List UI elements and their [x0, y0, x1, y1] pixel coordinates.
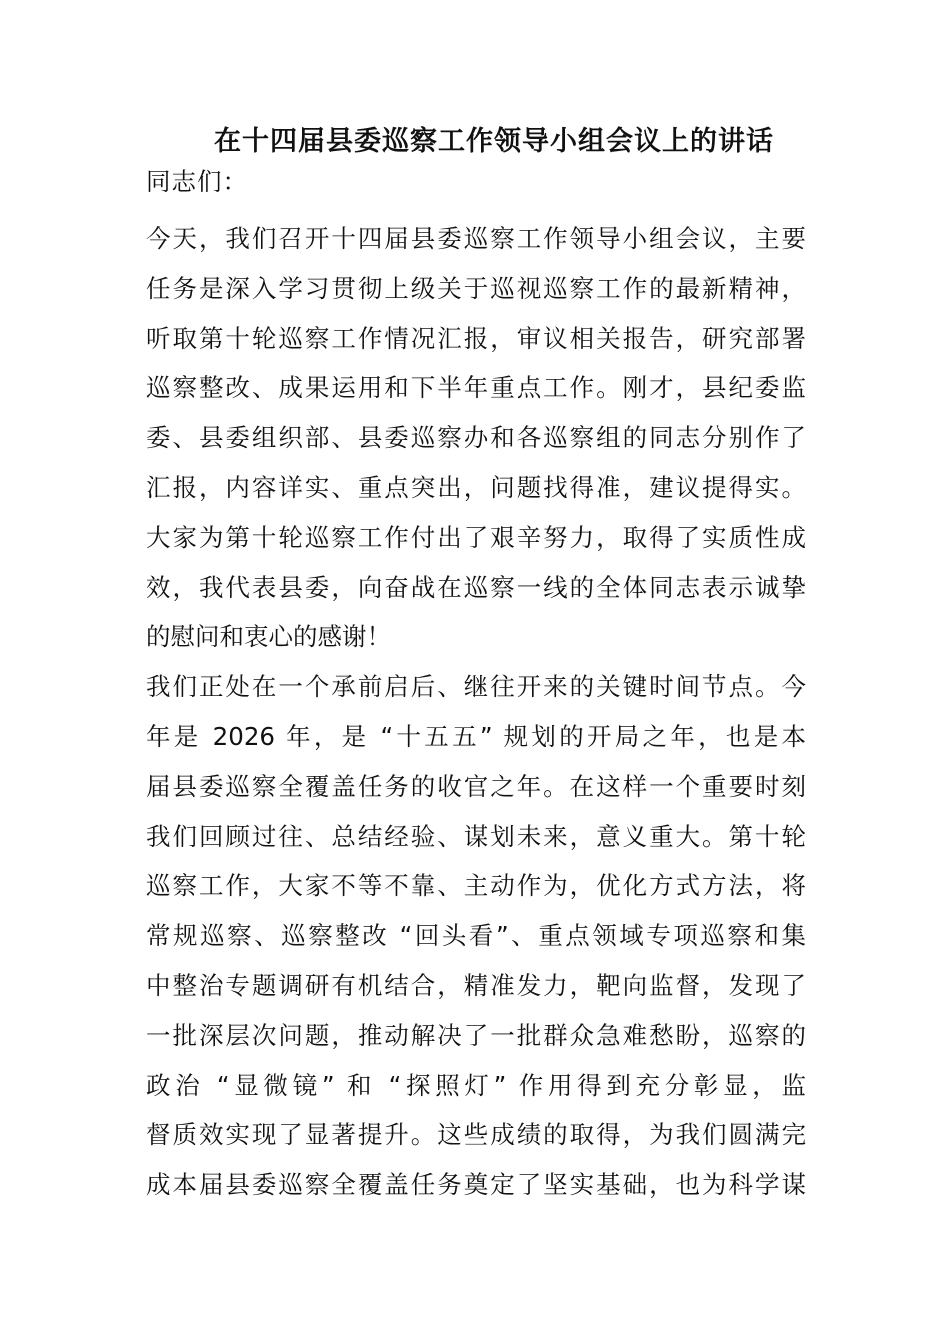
text-line: 大家为第十轮巡察工作付出了艰辛努力，取得了实质性成 [146, 522, 806, 552]
text-line: 政治 “显微镜” 和 “探照灯” 作用得到充分彰显，监 [146, 1070, 806, 1100]
text-line: 的慰问和衷心的感谢！ [146, 622, 391, 652]
text-line: 任务是深入学习贯彻上级关于巡视巡察工作的最新精神， [146, 273, 806, 303]
text-line: 汇报，内容详实、重点突出，问题找得准，建议提得实。 [146, 472, 806, 502]
text-line: 成本届县委巡察全覆盖任务奠定了坚实基础，也为科学谋 [146, 1170, 806, 1200]
paragraph-1 [146, 214, 806, 662]
document-page [146, 122, 806, 1210]
paragraph-2 [146, 662, 806, 1210]
text-line: 我们回顾过往、总结经验、谋划未来，意义重大。第十轮 [146, 821, 806, 851]
salutation: 同志们： [146, 167, 248, 196]
text-line: 巡察工作，大家不等不靠、主动作为，优化方式方法，将 [146, 871, 806, 901]
text-line: 听取第十轮巡察工作情况汇报，审议相关报告，研究部署 [146, 323, 806, 353]
text-line: 效，我代表县委，向奋战在巡察一线的全体同志表示诚挚 [146, 572, 806, 602]
text-line: 届县委巡察全覆盖任务的收官之年。在这样一个重要时刻 [146, 771, 806, 801]
text-line: 督质效实现了显著提升。这些成绩的取得，为我们圆满完 [146, 1120, 806, 1150]
text-line: 巡察整改、成果运用和下半年重点工作。刚才，县纪委监 [146, 373, 806, 403]
text-line: 我们正处在一个承前启后、继往开来的关键时间节点。今 [146, 672, 806, 702]
text-line: 常规巡察、巡察整改 “回头看”、重点领域专项巡察和集 [146, 921, 806, 951]
text-line: 一批深层次问题，推动解决了一批群众急难愁盼，巡察的 [146, 1020, 806, 1050]
text-line: 中整治专题调研有机结合，精准发力，靶向监督，发现了 [146, 970, 806, 1000]
text-line: 今天，我们召开十四届县委巡察工作领导小组会议，主要 [146, 224, 806, 253]
text-line: 委、县委组织部、县委巡察办和各巡察组的同志分别作了 [146, 423, 806, 453]
text-line: 年是 2026 年，是 “十五五” 规划的开局之年，也是本 [146, 721, 806, 751]
document-title: 在十四届县委巡察工作领导小组会议上的讲话 [214, 126, 774, 157]
